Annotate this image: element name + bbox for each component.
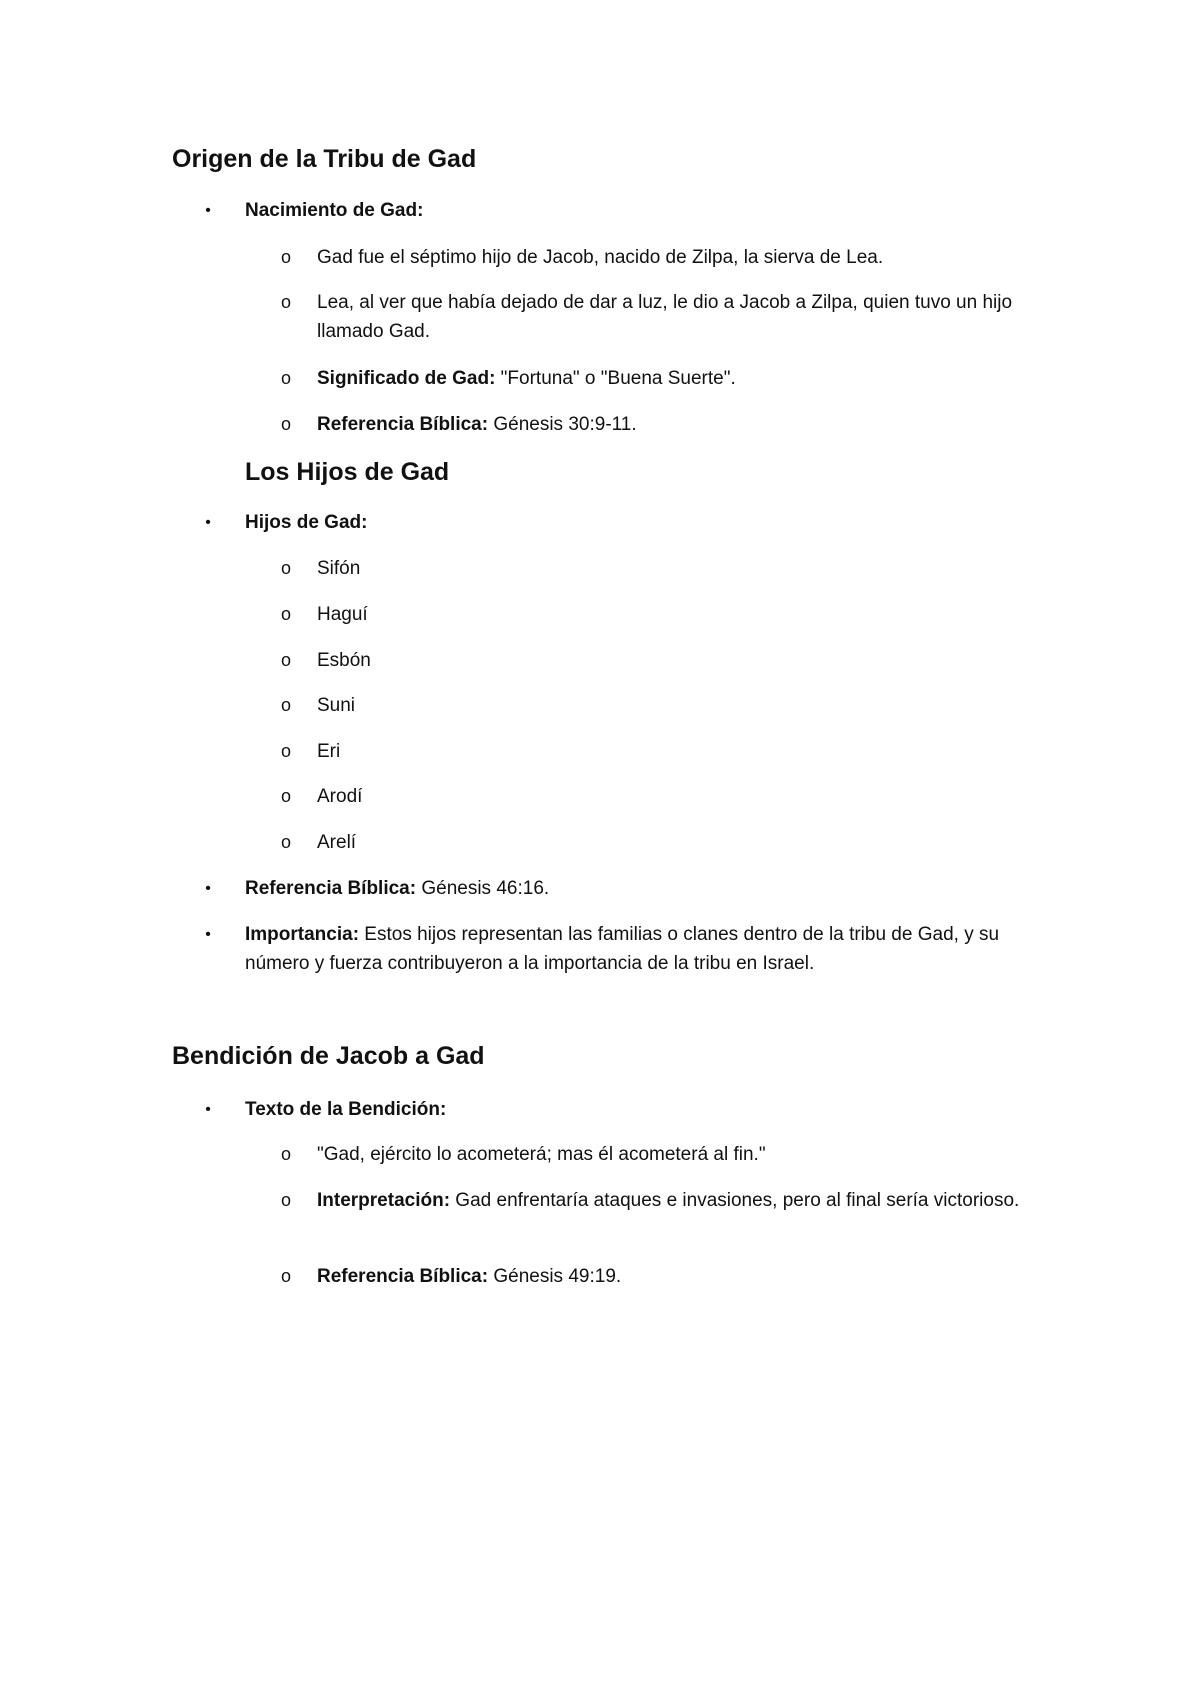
item-text: Génesis 49:19. [488, 1266, 622, 1287]
bullet-circle: o [280, 604, 291, 624]
list-item [317, 410, 1037, 439]
list-item-nacimiento [245, 196, 1045, 225]
list-item-son: Arodí [317, 786, 363, 807]
bullet-circle: o [280, 1190, 291, 1210]
item-text: Lea, al ver que había dejado de dar a luz, le dio a Jacob a Zilpa, quien tuvo un hijo llamado Gad. [317, 292, 1013, 342]
list-item-importancia [245, 920, 1045, 978]
list-item-son: Suni [317, 695, 356, 716]
item-label: Significado de Gad: [317, 368, 496, 389]
item-text: Gad enfrentaría ataques e invasiones, pero al final sería victorioso. [450, 1190, 1020, 1211]
bullet-dot: • [205, 202, 211, 219]
list-item-hijos [245, 508, 1045, 537]
list-item-quote [317, 1140, 1037, 1169]
bullet-circle: o [280, 1266, 291, 1286]
bullet-circle: o [280, 414, 291, 434]
item-label: Importancia: [245, 924, 360, 945]
bullet-circle: o [280, 1144, 291, 1164]
list-item-interpretacion [317, 1186, 1037, 1215]
list-item [317, 288, 1037, 346]
item-label: Interpretación: [317, 1190, 451, 1211]
list-item [317, 243, 1037, 272]
bullet-dot: • [205, 926, 211, 943]
item-label: Nacimiento de Gad: [245, 200, 424, 221]
list-item [317, 364, 1037, 393]
bullet-circle: o [280, 832, 291, 852]
bullet-circle: o [280, 650, 291, 670]
bullet-dot: • [205, 514, 211, 531]
bullet-circle: o [280, 558, 291, 578]
item-text: "Gad, ejército lo acometerá; mas él acometerá al fin." [317, 1144, 766, 1165]
bullet-dot: • [205, 1101, 211, 1118]
bullet-circle: o [280, 292, 291, 312]
item-label: Referencia Bíblica: [245, 878, 417, 899]
item-text: Estos hijos representan las familias o clanes dentro de la tribu de Gad, y su número y fuerza contribuyeron a la importancia de la tribu en Israel. [245, 924, 1000, 974]
list-item-texto [245, 1095, 1045, 1124]
bullet-circle: o [280, 741, 291, 761]
list-item-son: Arelí [317, 832, 357, 853]
section-heading-hijos: Los Hijos de Gad [245, 458, 450, 486]
item-text: Génesis 30:9-11. [488, 414, 637, 435]
list-item-referencia [317, 1262, 1037, 1291]
bullet-dot: • [205, 880, 211, 897]
list-item-son: Sifón [317, 558, 361, 579]
item-label: Referencia Bíblica: [317, 414, 489, 435]
list-item-son: Haguí [317, 604, 368, 625]
item-label: Hijos de Gad: [245, 512, 368, 533]
item-label: Texto de la Bendición: [245, 1099, 447, 1120]
item-label: Referencia Bíblica: [317, 1266, 489, 1287]
item-text: Génesis 46:16. [416, 878, 550, 899]
bullet-circle: o [280, 695, 291, 715]
list-item-son: Eri [317, 741, 341, 762]
bullet-circle: o [280, 786, 291, 806]
bullet-circle: o [280, 368, 291, 388]
bullet-circle: o [280, 247, 291, 267]
list-item-referencia [245, 874, 1045, 903]
section-heading-origen: Origen de la Tribu de Gad [172, 145, 477, 173]
item-text: "Fortuna" o "Buena Suerte". [495, 368, 736, 389]
item-text: Gad fue el séptimo hijo de Jacob, nacido de Zilpa, la sierva de Lea. [317, 247, 884, 268]
list-item-son: Esbón [317, 650, 371, 671]
section-heading-bendicion: Bendición de Jacob a Gad [172, 1042, 485, 1070]
